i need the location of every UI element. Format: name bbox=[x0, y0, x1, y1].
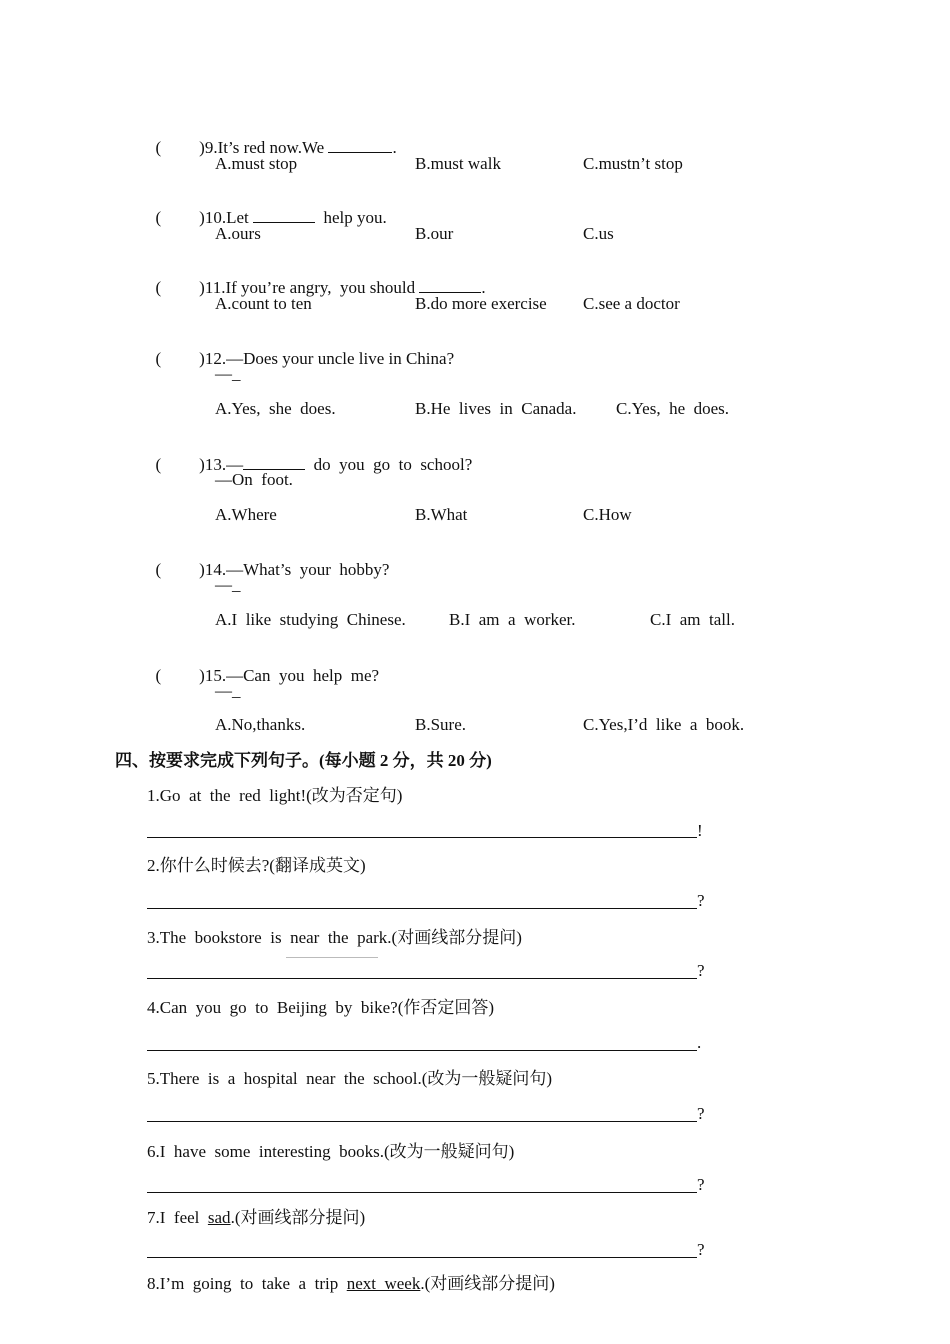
answer-blank[interactable] bbox=[328, 138, 392, 153]
reply-line: —_ bbox=[215, 681, 241, 700]
underlined-phrase: next week bbox=[346, 1274, 421, 1293]
prompt-2: 2.你什么时候去?(翻译成英文) bbox=[147, 856, 366, 875]
answer-paren-open[interactable]: ( bbox=[155, 666, 162, 685]
faint-underline bbox=[286, 957, 378, 958]
option-b: B.our bbox=[415, 224, 454, 243]
option-c: C.mustn’t stop bbox=[583, 154, 683, 173]
option-c: C.I am tall. bbox=[650, 610, 735, 629]
section-heading: 四、按要求完成下列句子。(每小题 2 分，共 20 分) bbox=[115, 751, 492, 770]
option-a: A.count to ten bbox=[215, 294, 312, 313]
reply-line: —_ bbox=[215, 364, 241, 383]
answer-paren-open[interactable]: ( bbox=[155, 349, 162, 368]
end-punct: ? bbox=[697, 1104, 705, 1123]
option-a: A.must stop bbox=[215, 154, 298, 173]
question-10: ( )10.Let help you. bbox=[155, 208, 387, 227]
option-b: B.He lives in Canada. bbox=[415, 399, 577, 418]
option-c: C.How bbox=[583, 505, 632, 524]
answer-blank[interactable] bbox=[419, 278, 481, 293]
question-11: ( )11.If you’re angry, you should . bbox=[155, 278, 486, 297]
question-14: ( )14.—What’s your hobby? bbox=[155, 560, 390, 579]
answer-blank[interactable] bbox=[243, 455, 305, 470]
answer-paren-open[interactable]: ( bbox=[155, 208, 162, 227]
option-b: B.Sure. bbox=[415, 715, 466, 734]
end-punct: ? bbox=[697, 1175, 705, 1194]
answer-line[interactable] bbox=[147, 1050, 697, 1051]
reply-line: —On foot. bbox=[215, 470, 293, 489]
option-a: A.No,thanks. bbox=[215, 715, 306, 734]
option-b: B.I am a worker. bbox=[449, 610, 576, 629]
option-a: A.Where bbox=[215, 505, 277, 524]
end-punct: ? bbox=[697, 1240, 705, 1259]
option-c: C.Yes,I’d like a book. bbox=[583, 715, 745, 734]
question-9: ( )9.It’s red now.We . bbox=[155, 138, 397, 157]
answer-paren-open[interactable]: ( bbox=[155, 278, 162, 297]
reply-line: —_ bbox=[215, 575, 241, 594]
answer-line[interactable] bbox=[147, 837, 697, 838]
option-c: C.see a doctor bbox=[583, 294, 680, 313]
answer-line[interactable] bbox=[147, 1121, 697, 1122]
answer-line[interactable] bbox=[147, 1192, 697, 1193]
answer-line[interactable] bbox=[147, 1257, 697, 1258]
answer-paren-open[interactable]: ( bbox=[155, 560, 162, 579]
answer-paren-open[interactable]: ( bbox=[155, 138, 162, 157]
option-c: C.Yes, he does. bbox=[616, 399, 730, 418]
option-b: B.do more exercise bbox=[415, 294, 547, 313]
end-punct: . bbox=[697, 1033, 702, 1052]
option-a: A.Yes, she does. bbox=[215, 399, 336, 418]
option-c: C.us bbox=[583, 224, 614, 243]
prompt-6: 6.I have some interesting books.(改为一般疑问句) bbox=[147, 1142, 515, 1161]
question-15: ( )15.—Can you help me? bbox=[155, 666, 380, 685]
answer-line[interactable] bbox=[147, 978, 697, 979]
answer-line[interactable] bbox=[147, 908, 697, 909]
prompt-5: 5.There is a hospital near the school.(改为一般疑问句) bbox=[147, 1069, 553, 1088]
end-punct: ? bbox=[697, 961, 705, 980]
question-13: ( )13.— do you go to school? bbox=[155, 455, 473, 474]
underlined-word: sad bbox=[207, 1208, 231, 1227]
prompt-4: 4.Can you go to Beijing by bike?(作否定回答) bbox=[147, 998, 495, 1017]
prompt-7: 7.I feel sad.(对画线部分提问) bbox=[147, 1208, 366, 1227]
prompt-8: 8.I’m going to take a trip next week.(对画线部分提问) bbox=[147, 1274, 555, 1293]
question-12: ( )12.—Does your uncle live in China? bbox=[155, 349, 455, 368]
end-punct: ? bbox=[697, 891, 705, 910]
prompt-1: 1.Go at the red light!(改为否定句) bbox=[147, 786, 403, 805]
prompt-3: 3.The bookstore is near the park.(对画线部分提问) bbox=[147, 928, 522, 947]
end-punct: ! bbox=[697, 821, 703, 840]
option-b: B.must walk bbox=[415, 154, 501, 173]
option-a: A.I like studying Chinese. bbox=[215, 610, 406, 629]
option-b: B.What bbox=[415, 505, 468, 524]
option-a: A.ours bbox=[215, 224, 261, 243]
answer-blank[interactable] bbox=[253, 208, 315, 223]
answer-paren-open[interactable]: ( bbox=[155, 455, 162, 474]
